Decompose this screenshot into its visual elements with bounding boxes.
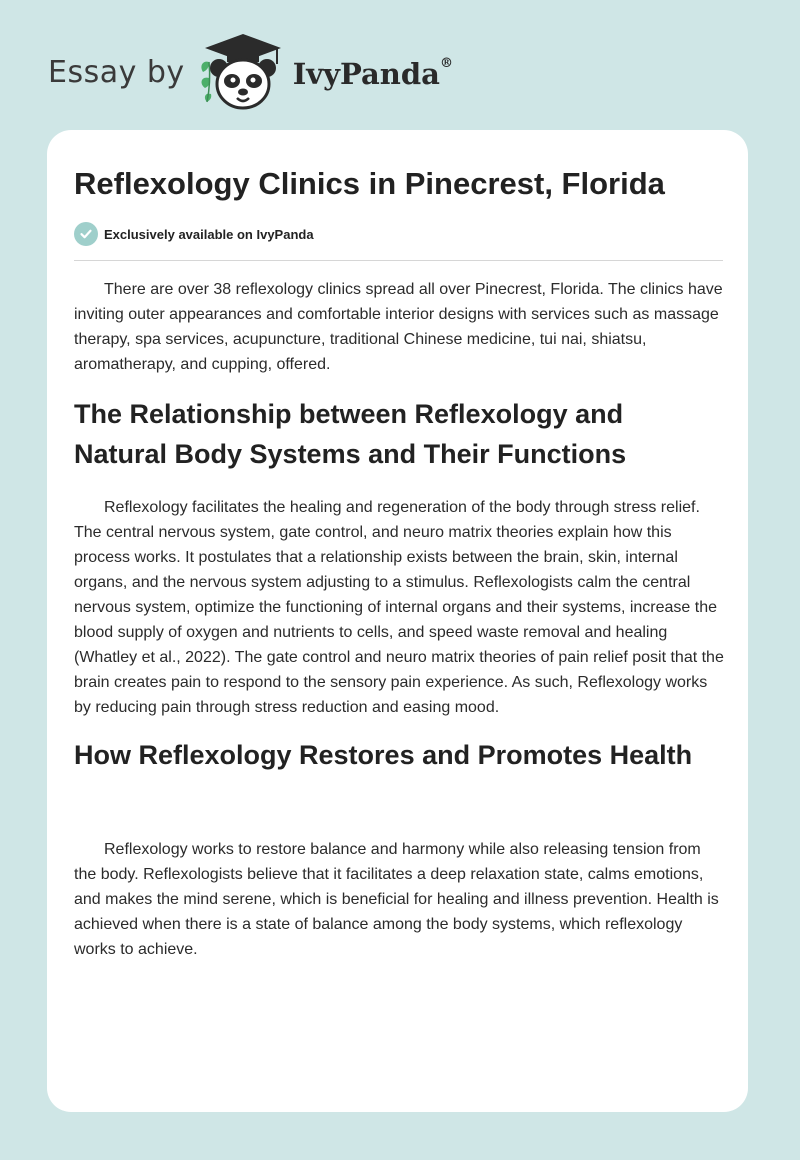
title-divider bbox=[74, 260, 723, 261]
intro-paragraph: There are over 38 reflexology clinics spread all over Pinecrest, Florida. The clinics have inviting outer appearances and comfortable interior designs with services such as massage therapy, spa services, acupuncture, traditional Chinese medicine, tui nai, shiatsu, aromatherapy, and cupping, offered. bbox=[74, 281, 723, 373]
section-body-relationship: Reflexology facilitates the healing and regeneration of the body through stress relief. The central nervous system, gate control, and neuro matrix theories explain how this process works. It postulates that a relationship exists between the brain, skin, internal organs, and the nervous system adjusting to a stimulus. Reflexologists calm the central nervous system, optimize the functioning of internal organs and their systems, increase the blood supply of oxygen and nutrients to cells, and speed waste removal and healing (Whatley et al., 2022). The gate control and neuro matrix theories of pain relief posit that the brain creates pain to respond to the sensory pain experience. As such, Reflexology works by reducing pain through stress reduction and easing mood. bbox=[74, 499, 724, 716]
section-heading-relationship: The Relationship between Reflexology and Natural Body Systems and Their Functions bbox=[74, 399, 627, 469]
trademark-symbol: ® bbox=[439, 56, 453, 72]
site-header bbox=[48, 32, 453, 112]
section-heading-restores-health: How Reflexology Restores and Promotes Health bbox=[74, 740, 693, 770]
essay-by-label: Essay by bbox=[48, 54, 185, 90]
page-title: Reflexology Clinics in Pinecrest, Florida bbox=[74, 166, 665, 201]
exclusive-badge-label: Exclusively available on IvyPanda bbox=[104, 226, 314, 242]
exclusive-badge bbox=[74, 222, 314, 246]
panda-graduate-logo-icon[interactable] bbox=[197, 32, 289, 112]
section-body-restores-health: Reflexology works to restore balance and harmony while also releasing tension from the body. Reflexologists believe that it facilitates a deep relaxation state, calms emotions, and makes the mind serene, which is beneficial for healing and illness prevention. Health is achieved when there is a state of balance among the body systems, which reflexology works to achieve. bbox=[74, 841, 719, 958]
brand-name[interactable]: IvyPanda® bbox=[292, 56, 453, 91]
check-icon bbox=[74, 222, 98, 246]
essay-card bbox=[47, 130, 748, 1112]
